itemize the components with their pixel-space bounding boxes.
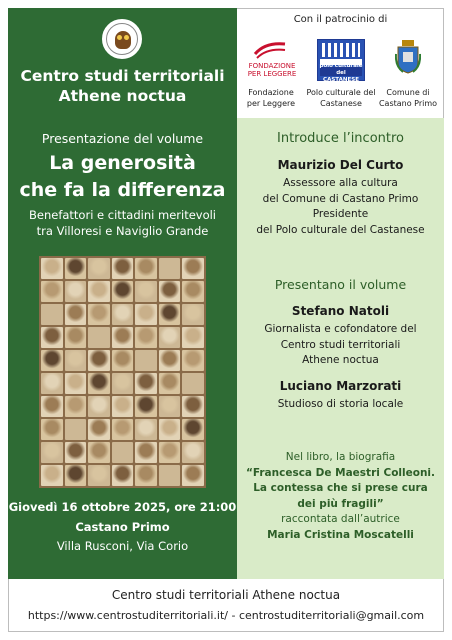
collage-photo-tile <box>112 373 134 394</box>
intro-heading: Introduce l’incontro <box>277 131 404 146</box>
speaker2-name: Luciano Marzorati <box>279 379 402 393</box>
collage-photo-tile <box>182 350 204 371</box>
collage-photo-tile <box>182 304 204 325</box>
collage-photo-tile <box>135 465 157 486</box>
collage-photo-tile <box>159 442 181 463</box>
presentation-label: Presentazione del volume <box>41 131 204 146</box>
collage-photo-tile <box>88 350 110 371</box>
collage-photo-tile <box>88 442 110 463</box>
collage-photo-tile <box>182 465 204 486</box>
collage-photo-tile <box>112 258 134 279</box>
collage-photo-tile <box>135 281 157 302</box>
event-city: Castano Primo <box>75 520 170 534</box>
collage-photo-tile <box>41 373 63 394</box>
collage-photo-tile <box>159 350 181 371</box>
collage-photo-tile <box>88 304 110 325</box>
collage-photo-tile <box>135 304 157 325</box>
collage-photo-tile <box>182 442 204 463</box>
collage-photo-tile <box>65 304 87 325</box>
polo-logo-text: polo culturale del CASTANESE <box>319 63 363 83</box>
collage-photo-tile <box>112 396 134 417</box>
fondazione-logo-text: FONDAZIONE PER LEGGERE <box>247 62 297 78</box>
intro-speaker-name: Maurizio Del Curto <box>277 158 404 172</box>
fondazione-per-leggere-logo-icon <box>253 40 287 60</box>
collage-photo-tile <box>65 442 87 463</box>
collage-photo-tile <box>88 281 110 302</box>
speaker2-role: Studioso di storia locale <box>277 398 404 410</box>
collage-photo-tile <box>182 419 204 440</box>
collage-photo-tile <box>65 327 87 348</box>
collage-photo-tile <box>88 396 110 417</box>
collage-photo-tile <box>159 281 181 302</box>
intro-speaker-role: Assessore alla cultura del Comune di Castano Primo Presidente del Polo culturale del Castanese <box>256 177 425 236</box>
collage-photo-tile <box>41 350 63 371</box>
collage-photo-tile <box>135 258 157 279</box>
collage-photo-tile <box>112 281 134 302</box>
footer-org: Centro studi territoriali Athene noctua <box>111 588 341 602</box>
collage-photo-tile <box>112 327 134 348</box>
book-biography-note: Nel libro, la biografia “Francesca De Maestri Colleoni. La contessa che si prese cura dei più fragili” raccontata dall’autrice Maria Cristina Moscatelli <box>245 451 436 541</box>
collage-photo-tile <box>159 304 181 325</box>
book-subtitle: Benefattori e cittadini meritevoli tra Villoresi e Naviglio Grande <box>28 208 217 238</box>
speaker1-name: Stefano Natoli <box>291 304 390 318</box>
comune-caption: Comune di Castano Primo <box>378 88 438 108</box>
collage-photo-tile <box>112 465 134 486</box>
book-title: La generosità che fa la differenza <box>19 152 226 201</box>
collage-photo-tile <box>135 327 157 348</box>
collage-photo-tile <box>135 419 157 440</box>
collage-photo-tile <box>41 396 63 417</box>
athene-noctua-logo-icon <box>101 18 143 60</box>
collage-photo-tile <box>135 396 157 417</box>
collage-photo-tile <box>88 327 110 348</box>
collage-photo-tile <box>65 465 87 486</box>
collage-photo-tile <box>112 442 134 463</box>
collage-photo-tile <box>65 419 87 440</box>
polo-caption: Polo culturale del Castanese <box>306 88 376 108</box>
collage-photo-tile <box>41 327 63 348</box>
collage-photo-tile <box>41 419 63 440</box>
collage-photo-tile <box>41 258 63 279</box>
org-name: Centro studi territoriali Athene noctua <box>20 67 225 105</box>
collage-photo-tile <box>88 258 110 279</box>
collage-photo-tile <box>41 281 63 302</box>
collage-photo-tile <box>112 304 134 325</box>
collage-photo-tile <box>65 396 87 417</box>
collage-photo-tile <box>65 350 87 371</box>
collage-photo-tile <box>41 465 63 486</box>
collage-photo-tile <box>88 419 110 440</box>
collage-photo-tile <box>182 327 204 348</box>
collage-photo-tile <box>65 258 87 279</box>
event-venue: Villa Rusconi, Via Corio <box>56 539 189 553</box>
event-datetime: Giovedì 16 ottobre 2025, ore 21:00 <box>8 500 237 514</box>
book-cover-photo-collage <box>39 256 206 488</box>
collage-photo-tile <box>159 327 181 348</box>
collage-photo-tile <box>135 350 157 371</box>
collage-photo-tile <box>88 465 110 486</box>
collage-photo-tile <box>112 419 134 440</box>
collage-photo-tile <box>41 442 63 463</box>
collage-photo-tile <box>159 465 181 486</box>
collage-photo-tile <box>65 281 87 302</box>
collage-photo-tile <box>41 304 63 325</box>
collage-photo-tile <box>88 373 110 394</box>
sponsors-label: Con il patrocinio di <box>293 14 388 25</box>
collage-photo-tile <box>112 350 134 371</box>
collage-photo-tile <box>182 373 204 394</box>
collage-photo-tile <box>182 281 204 302</box>
fondazione-caption: Fondazione per Leggere <box>246 88 296 108</box>
collage-photo-tile <box>182 258 204 279</box>
collage-photo-tile <box>159 258 181 279</box>
collage-photo-tile <box>182 396 204 417</box>
collage-photo-tile <box>159 396 181 417</box>
collage-photo-tile <box>135 373 157 394</box>
collage-photo-tile <box>159 419 181 440</box>
collage-photo-tile <box>159 373 181 394</box>
collage-photo-tile <box>135 442 157 463</box>
speaker1-role: Giornalista e cofondatore del Centro studi territoriali Athene noctua <box>264 323 417 366</box>
footer-contacts: https://www.centrostuditerritoriali.it/ - centrostuditerritoriali@gmail.com <box>27 609 425 622</box>
collage-photo-tile <box>65 373 87 394</box>
presenters-heading: Presentano il volume <box>274 277 407 292</box>
castano-primo-crest-icon <box>395 40 421 74</box>
